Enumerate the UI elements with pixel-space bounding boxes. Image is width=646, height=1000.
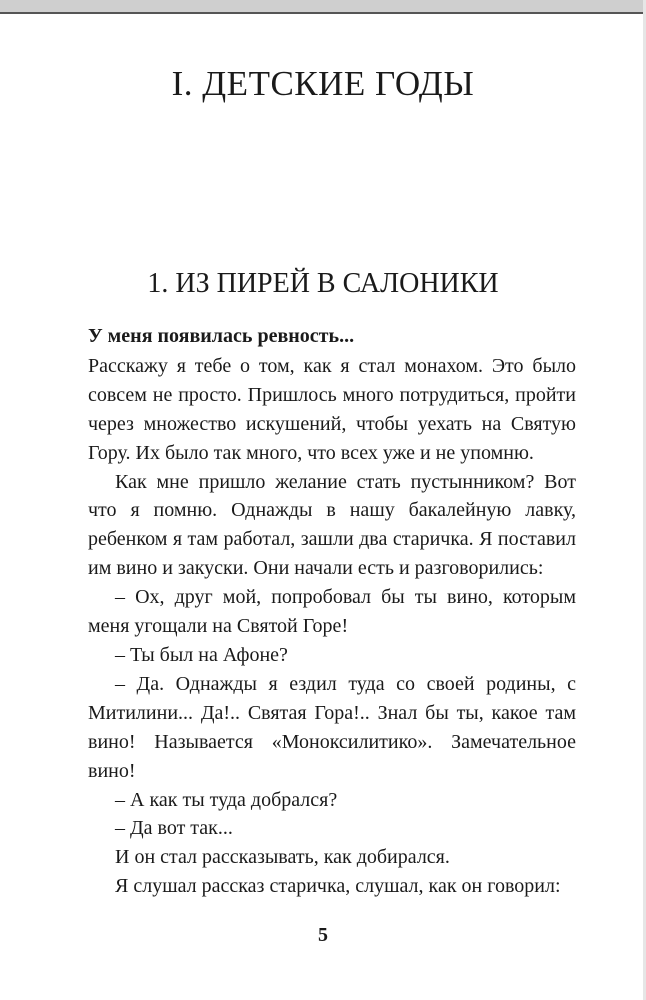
dialog-line: – Да. Однажды я ездил туда со своей родины, с Митилини... Да!.. Святая Гора!.. Знал бы ты, какое там вино! Называется «Моноксилитико». Замечательное вино! bbox=[88, 672, 576, 782]
body-text bbox=[88, 322, 576, 901]
dialog-line: – А как ты туда добрался? bbox=[115, 788, 338, 811]
dialog-line: – Да вот так... bbox=[115, 817, 233, 840]
page-top-edge bbox=[0, 0, 646, 12]
chapter-title: 1. ИЗ ПИРЕЙ В САЛОНИКИ bbox=[147, 268, 499, 299]
part-title: I. ДЕТСКИЕ ГОДЫ bbox=[171, 64, 475, 103]
dialog-line: – Ох, друг мой, попробовал бы ты вино, которым меня угощали на Святой Горе! bbox=[88, 586, 576, 638]
paragraph: Расскажу я тебе о том, как я стал монахом. Это было совсем не просто. Пришлось много потрудиться, пройти через множество искушений, чтобы уехать на Святую Гору. Их было так много, что всех уже и не упомню. bbox=[88, 354, 576, 464]
page-top-edge-line bbox=[0, 12, 646, 14]
paragraph: И он стал рассказывать, как добирался. bbox=[115, 846, 450, 869]
paragraph: Я слушал рассказ старичка, слушал, как он говорил: bbox=[115, 875, 561, 898]
subheading: У меня появилась ревность... bbox=[88, 325, 355, 347]
page-number: 5 bbox=[318, 924, 328, 946]
dialog-line: – Ты был на Афоне? bbox=[115, 643, 288, 666]
paragraph: Как мне пришло желание стать пустынником? Вот что я помню. Однажды в нашу бакалейную лавку, ребенком я там работал, зашли два старичка. Я поставил им вино и закуски. Они начали есть и разговорились: bbox=[88, 470, 576, 580]
